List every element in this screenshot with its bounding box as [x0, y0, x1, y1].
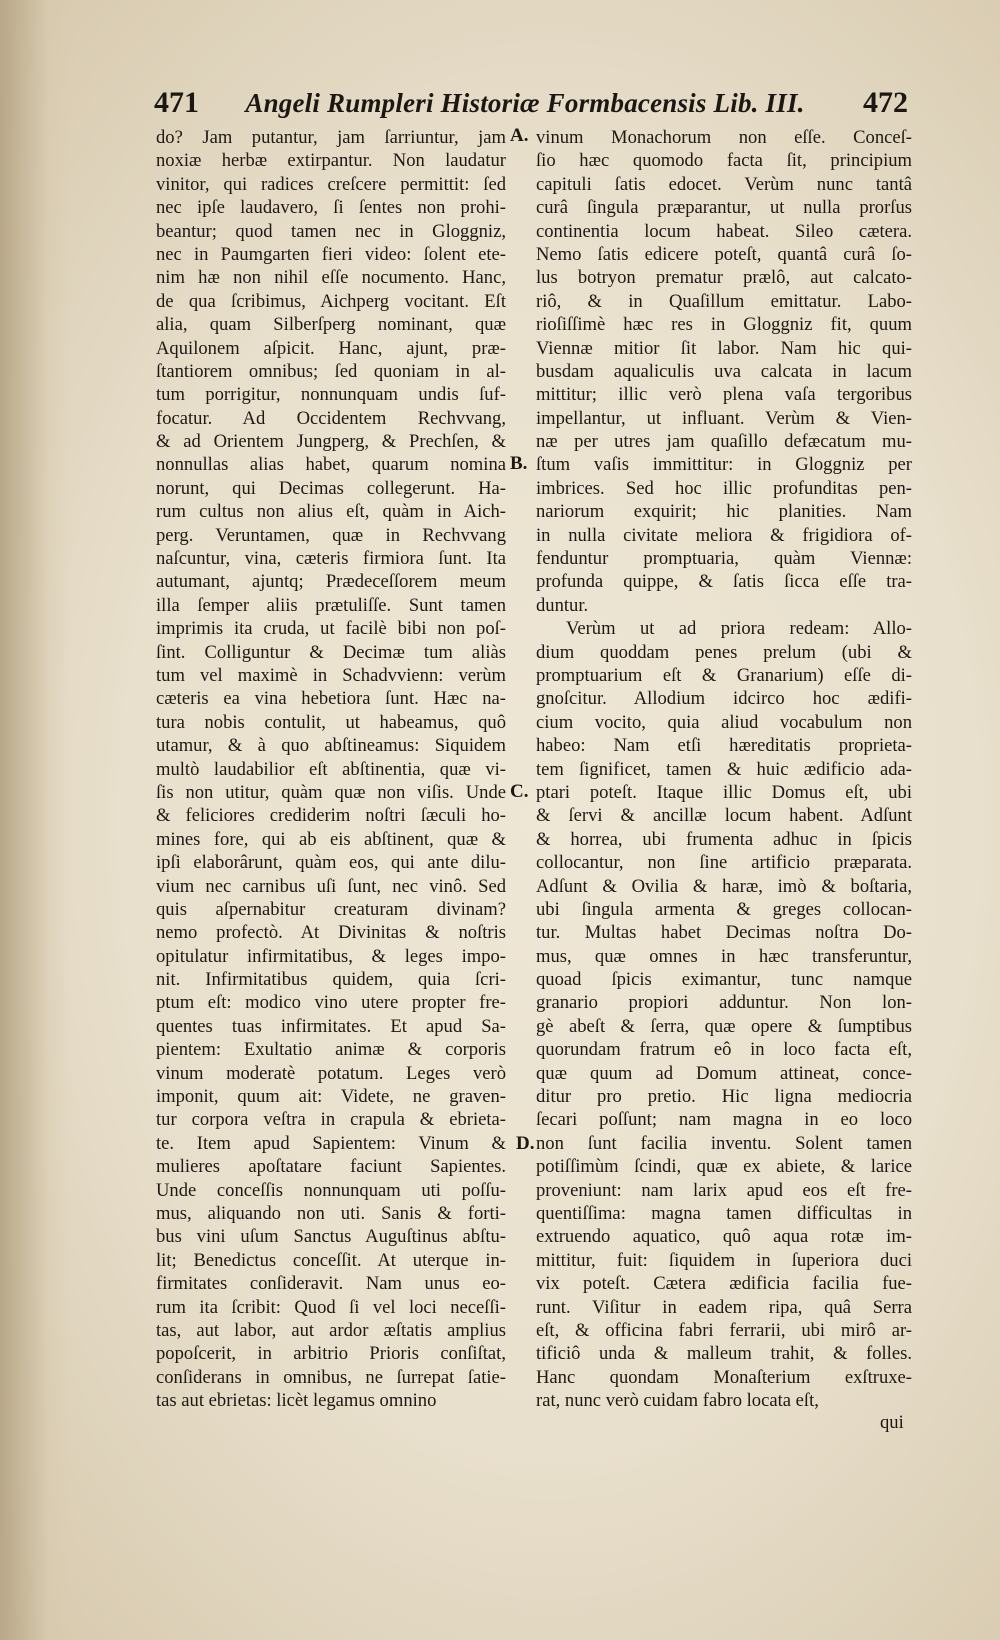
text-line: autumant, ajuntq; Prædeceſſorem meum	[156, 571, 506, 593]
text-line: alia, quam Silberſperg nominant, quæ	[156, 314, 506, 336]
margin-letter-b: B.	[510, 453, 528, 474]
text-line: ptum eſt: modico vino utere propter fre-	[156, 992, 506, 1014]
text-line: gè abeſt & ſerra, quæ opere & ſumptibus	[536, 1015, 912, 1037]
text-line: rum ita ſcribit: Quod ſi vel loci neceſſi-	[156, 1296, 506, 1318]
text-line: gnoſcitur. Allodium idcirco hoc ædifi-	[536, 688, 912, 710]
text-line: mittitur, fuit: ſiquidem in ſuperiora duci	[536, 1249, 912, 1271]
text-line: focatur. Ad Occidentem Rechvvang,	[156, 407, 506, 429]
text-line: naſcuntur, vina, cæteris firmiora ſunt. Ita	[156, 548, 506, 570]
text-line: ſecari poſſunt; nam magna in eo loco	[536, 1109, 912, 1131]
text-line: Aquilonem aſpicit. Hanc, ajunt, præ-	[156, 337, 506, 359]
running-head	[150, 86, 910, 126]
text-line: imbrices. Sed hoc illic profunditas pen-	[536, 477, 912, 499]
text-line: firmitates conſideravit. Nam unus eo-	[156, 1273, 506, 1295]
text-line: Verùm ut ad priora redeam: Allo-	[566, 618, 912, 640]
text-line: nim hæ non nihil eſſe nocumento. Hanc,	[156, 267, 506, 289]
text-line: rum cultus non alius eſt, quàm in Aich-	[156, 501, 506, 523]
text-line: ſint. Colliguntur & Decimæ tum aliàs	[156, 641, 506, 663]
text-line: ipſi elaborârunt, quàm eos, qui ante dilu-	[156, 852, 506, 874]
text-line: quæ quum ad Domum attineat, conce-	[536, 1062, 912, 1084]
text-line: do? Jam putantur, jam ſarriuntur, jam	[156, 127, 506, 148]
text-line: extruendo aquatico, quô aqua rotæ im-	[536, 1226, 912, 1248]
text-line: ſtantiorem omnibus; ſed quoniam in al-	[156, 360, 506, 382]
text-line: te. Item apud Sapientem: Vinum &	[156, 1132, 506, 1154]
text-line: continentia locum habeat. Sileo cætera.	[536, 220, 912, 242]
text-line: nonnullas alias habet, quarum nomina	[156, 454, 506, 476]
text-line: conſiderans in omnibus, ne ſurrepat ſatie-	[156, 1366, 506, 1388]
text-line: quis aſpernabitur creaturam divinam?	[156, 898, 506, 920]
text-line: habeo: Nam etſi hæreditatis proprieta-	[536, 735, 912, 757]
text-line: beantur; quod tamen nec in Gloggniz,	[156, 220, 506, 242]
text-line: bus vini uſum Sanctus Auguſtinus abſtu-	[156, 1226, 506, 1248]
text-line: mines fore, qui ab eis abſtinent, quæ &	[156, 828, 506, 850]
text-line: & ad Orientem Jungperg, & Prechſen, &	[156, 431, 506, 453]
text-line: quorundam fratrum eô in loco facta eſt,	[536, 1039, 912, 1061]
text-line: ſis non utitur, quàm quæ non viſis. Unde	[156, 781, 506, 803]
text-line: cæteris ea vina hebetiora ſunt. Hæc na-	[156, 688, 506, 710]
text-line: quentes tuas infirmitates. Et apud Sa-	[156, 1015, 506, 1037]
text-line: nariorum exquirit; hic planities. Nam	[536, 501, 912, 523]
text-line: ſtum vaſis immittitur: in Gloggniz per	[536, 454, 912, 476]
text-line: profunda quippe, & ſatis ſicca eſſe tra-	[536, 571, 912, 593]
text-line: ubi ſingula armenta & greges collocan-	[536, 898, 912, 920]
text-line: proveniunt: nam larix apud eos eſt fre-	[536, 1179, 912, 1201]
text-line: pientem: Exultatio animæ & corporis	[156, 1039, 506, 1061]
text-line: perg. Veruntamen, quæ in Rechvvang	[156, 524, 506, 546]
page-number-left: 471	[154, 86, 199, 119]
text-line: capituli ſatis edocet. Verùm nunc tantâ	[536, 173, 912, 195]
text-line: nemo profectò. At Divinitas & noſtris	[156, 922, 506, 944]
text-line: & horrea, ubi frumenta adhuc in ſpicis	[536, 828, 912, 850]
text-line: multò laudabilior eſt abſtinentia, quæ vi-	[156, 758, 506, 780]
text-line: Viennæ mitior ſit labor. Nam hic qui-	[536, 337, 912, 359]
right-text-column	[536, 126, 912, 1412]
text-line: mus, quæ omnes in hæc transferuntur,	[536, 945, 912, 967]
text-line: runt. Viſitur in eadem ripa, quâ Serra	[536, 1296, 912, 1318]
left-text-column	[156, 126, 506, 1412]
text-line: lus botryon prematur prælô, aut calcato-	[536, 267, 912, 289]
text-line: opitulatur infirmitatibus, & leges impo-	[156, 945, 506, 967]
text-line: potiſſimùm ſcindi, quæ ex abiete, & larice	[536, 1156, 912, 1178]
text-line: nec in Paumgarten fieri video: ſolent ete-	[156, 243, 506, 265]
text-line: mittitur; illic verò plena vaſa tergoribus	[536, 384, 912, 406]
margin-letter-a: A.	[510, 125, 529, 146]
text-line: utamur, & à quo abſtineamus: Siquidem	[156, 735, 506, 757]
text-line: impellantur, ut influant. Verùm & Vien-	[536, 407, 912, 429]
text-line: non ſunt facilia inventu. Solent tamen	[536, 1132, 912, 1154]
text-line: vinum moderatè potatum. Leges verò	[156, 1062, 506, 1084]
gutter-shadow	[0, 0, 70, 1640]
text-line: tas aut ebrietas: licèt legamus omnino	[156, 1390, 437, 1412]
text-line: vinum Monachorum non eſſe. Conceſ-	[536, 127, 912, 148]
text-line: quentiſſima: magna tamen difficultas in	[536, 1202, 912, 1224]
page-number-right: 472	[863, 86, 908, 119]
text-line: eſt, & officina fabri ferrarii, ubi mirô ar-	[536, 1319, 912, 1341]
text-line: nec ipſe laudavero, ſi ſentes non prohi-	[156, 197, 506, 219]
text-line: tas, aut labor, aut ardor æſtatis amplius	[156, 1319, 506, 1341]
text-line: promptuarium eſt & Granarium) eſſe di-	[536, 664, 912, 686]
margin-letter-c: C.	[510, 781, 529, 802]
text-line: Hanc quondam Monaſterium exſtruxe-	[536, 1366, 912, 1388]
text-line: Nemo ſatis edicere poteſt, quantâ curâ ſo-	[536, 243, 912, 265]
text-line: de qua ſcribimus, Aichperg vocitant. Eſt	[156, 290, 506, 312]
text-line: Unde conceſſis nonnunquam uti poſſu-	[156, 1179, 506, 1201]
text-line: popoſcerit, in arbitrio Prioris conſiſtat,	[156, 1343, 506, 1365]
text-line: riô, & in Quaſillum emittatur. Labo-	[536, 290, 912, 312]
text-line: næ per utres jam quaſillo defæcatum mu-	[536, 431, 912, 453]
text-line: mus, aliquando non uti. Sanis & forti-	[156, 1202, 506, 1224]
text-line: curâ ſingula præparantur, ut nulla prorſus	[536, 197, 912, 219]
text-line: noxiæ herbæ extirpantur. Non laudatur	[156, 150, 506, 172]
text-line: tur. Multas habet Decimas noſtra Do-	[536, 922, 912, 944]
text-line: ptari poteſt. Itaque illic Domus eſt, ubi	[536, 781, 912, 803]
text-line: vium nec carnibus uſi ſunt, nec vinô. Sed	[156, 875, 506, 897]
text-line: tificiô unda & malleum trahit, & folles.	[536, 1343, 912, 1365]
text-line: granario propiori adduntur. Non lon-	[536, 992, 912, 1014]
text-line: cium vocito, quia aliud vocabulum non	[536, 711, 912, 733]
text-line: tem ſignificet, tamen & huic ædificio ada-	[536, 758, 912, 780]
text-line: collocantur, non ſine artificio præparata.	[536, 852, 912, 874]
text-line: ditur pro pretio. Hic ligna mediocria	[536, 1086, 912, 1108]
margin-letter-d: D.	[516, 1133, 535, 1154]
catchword: qui	[880, 1412, 904, 1433]
text-line: ſio hæc quomodo facta ſit, principium	[536, 150, 912, 172]
text-line: tum porrigitur, nonnunquam undis ſuf-	[156, 384, 506, 406]
text-line: vix poteſt. Cætera ædificia facilia fue-	[536, 1273, 912, 1295]
text-line: imponit, quum ait: Videte, ne graven-	[156, 1086, 506, 1108]
text-line: tur corpora veſtra in crapula & ebrieta-	[156, 1109, 506, 1131]
text-line: rioſiſſimè hæc res in Gloggniz fit, quum	[536, 314, 912, 336]
running-title: Angeli Rumpleri Historiæ Formbacensis Lib. III.	[245, 88, 805, 118]
text-line: tum vel maximè in Schadvvienn: verùm	[156, 664, 506, 686]
text-line: Adſunt & Ovilia & haræ, imò & boſtaria,	[536, 875, 912, 897]
text-line: in nulla civitate meliora & frigidiora of-	[536, 524, 912, 546]
text-line: illa ſemper aliis prætuliſſe. Sunt tamen	[156, 594, 506, 616]
text-line: tura nobis contulit, ut habeamus, quô	[156, 711, 506, 733]
text-line: fenduntur promptuaria, quàm Viennæ:	[536, 548, 912, 570]
text-line: lit; Benedictus conceſſit. At uterque in-	[156, 1249, 506, 1271]
text-line: quoad ſpicis eximantur, tunc namque	[536, 969, 912, 991]
text-line: vinitor, qui radices creſcere permittit: ſed	[156, 173, 506, 195]
text-line: dium quoddam penes prelum (ubi &	[536, 641, 912, 663]
text-line: norunt, qui Decimas collegerunt. Ha-	[156, 477, 506, 499]
text-line: rat, nunc verò cuidam fabro locata eſt,	[536, 1390, 819, 1412]
text-line: duntur.	[536, 594, 589, 616]
text-line: nit. Infirmitatibus quidem, quia ſcri-	[156, 969, 506, 991]
text-line: busdam aqualiculis uva calcata in lacum	[536, 360, 912, 382]
text-line: imprimis ita cruda, ut facilè bibi non poſ-	[156, 618, 506, 640]
text-line: mulieres apoſtatare faciunt Sapientes.	[156, 1156, 506, 1178]
text-line: & feliciores crediderim noſtri ſæculi ho-	[156, 805, 506, 827]
text-line: & ſervi & ancillæ locum habent. Adſunt	[536, 805, 912, 827]
